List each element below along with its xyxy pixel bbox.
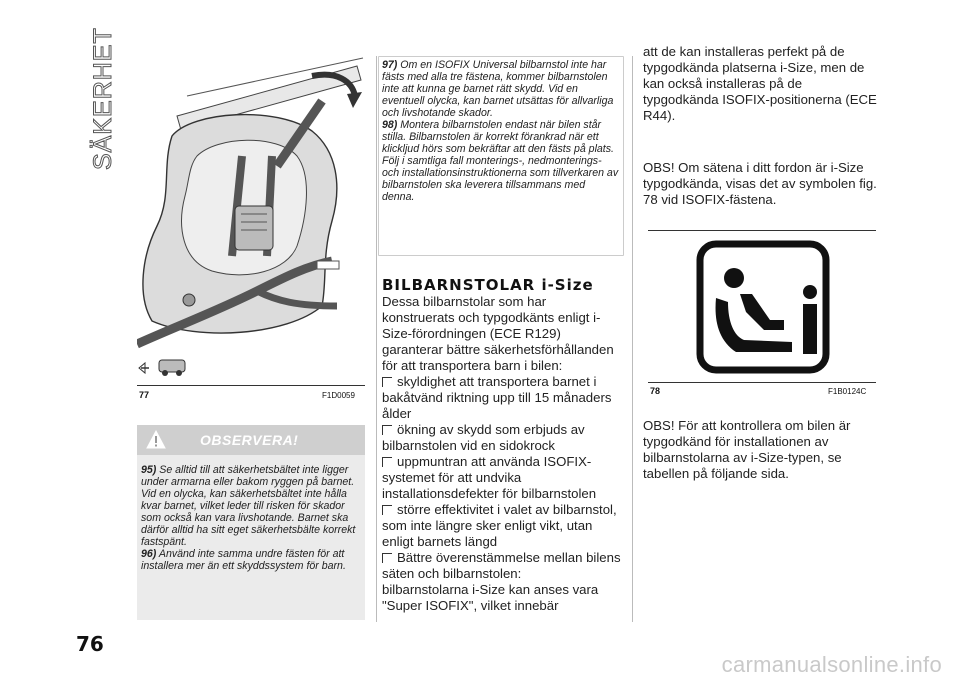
bullet-icon (382, 377, 392, 387)
column-divider (376, 56, 377, 622)
note-text: Montera bilbarnstolen endast när bilen står stilla. Bilbarnstolen är korrekt förankrad när ett klickljud hörs som bekräftar att den fästs på plats. Följ i samtliga fall monterings-, nedmonterings- och installationsinstruktionerna som tillverkaren av bilbarnstolen ska leverera tillsammans med denna. (382, 119, 619, 203)
bullet-text: Bättre överenstämmelse mellan bilens säten och bilbarnstolen: (382, 550, 621, 581)
bullet-item (382, 374, 622, 422)
bullet-item (382, 502, 622, 550)
section-tab-label: SÄKERHET (89, 27, 117, 170)
bullet-item (382, 454, 622, 502)
bullet-icon (382, 553, 392, 563)
bullet-icon (382, 457, 392, 467)
column-divider (632, 56, 633, 622)
isize-symbol-icon (696, 240, 830, 374)
figure-77-caption: 77 (139, 390, 150, 400)
section-body (382, 294, 622, 614)
warning-item-num: 95) (141, 464, 157, 476)
bullet-item (382, 422, 622, 454)
warning-item-text: Se alltid till att säkerhetsbältet inte ligger under armarna eller bakom ryggen på barnet. Vid en olycka, kan säkerhetsbältet inte hålla kvar barnet, vilket leder till risken för skador som också kan vara livshotande. Barnet ska därför alltid ha sitt eget säkerhetsbälte korrekt fastspänt. (141, 464, 356, 548)
figure-78-caption: 78 (650, 386, 661, 396)
bullet-text: större effektivitet i valet av bilbarnstol, som inte längre sker enligt vikt, utan enligt barnets längd (382, 502, 617, 549)
bullet-text: skyldighet att transportera barnet i bakåtvänd riktning upp till 15 månaders ålder (382, 374, 612, 421)
figure-77-code: F1D0059 (322, 391, 355, 400)
watermark: carmanualsonline.info (721, 652, 942, 677)
right-para-1: att de kan installeras perfekt på de typgodkända platserna i-Size, men de kan också installeras på de typgodkända ISOFIX-positionerna (ECE R44). (643, 44, 877, 123)
right-para-3: OBS! För att kontrollera om bilen är typgodkänd för installationen av bilbarnstolarna av i-Size-typen, se tabellen på följande sida. (643, 418, 851, 481)
warning-icon (146, 430, 166, 450)
warning-item-num: 96) (141, 548, 157, 560)
warning-item-text: Använd inte samma undre fästen för att installera mer än ett skyddssystem för barn. (141, 548, 346, 572)
note-num: 98) (382, 119, 398, 131)
bullet-text: ökning av skydd som erbjuds av bilbarnstolen vid en sidokrock (382, 422, 585, 453)
section-tail: bilbarnstolarna i-Size kan anses vara "Super ISOFIX", vilket innebär (382, 582, 599, 613)
note-num: 97) (382, 59, 398, 71)
section-tab (89, 27, 117, 172)
bullet-icon (382, 505, 392, 515)
child-seat-illustration (137, 56, 365, 382)
right-para-2: OBS! Om sätena i ditt fordon är i-Size typgodkända, visas det av symbolen fig. 78 vid ISOFIX-fästena. (643, 160, 877, 207)
note-item (382, 119, 620, 203)
note-item (382, 59, 620, 119)
figure-77-rule (137, 385, 365, 386)
page-number: 76 (76, 632, 104, 656)
figure-77 (137, 56, 365, 382)
section-heading: BILBARNSTOLAR i-Size (382, 276, 594, 294)
warning-item (141, 464, 363, 548)
bullet-item (382, 550, 622, 582)
figure-78-code: F1B0124C (828, 387, 867, 396)
section-intro: Dessa bilbarnstolar som har konstruerats och typgodkänts enligt i-Size-förordningen (ECE R129) garanterar bättre säkerhetsförhållanden för att transportera barn i bilen: (382, 294, 614, 373)
warning-items (141, 464, 363, 572)
figure-78-rule (648, 382, 876, 383)
notes-list (382, 59, 620, 203)
figure-78-top-rule (648, 230, 876, 231)
warning-item (141, 548, 363, 572)
bullet-icon (382, 425, 392, 435)
bullet-text: uppmuntran att använda ISOFIX-systemet för att undvika installationsdefekter för bilbarnstolen (382, 454, 597, 501)
warning-title: OBSERVERA! (200, 432, 299, 448)
note-text: Om en ISOFIX Universal bilbarnstol inte har fästs med alla tre fästena, kommer bilbarnstolen inte att kunna ge barnet rätt skydd. Vid en eventuell olycka, kan barnet utsättas för allvarliga och livshotande skador. (382, 59, 614, 119)
